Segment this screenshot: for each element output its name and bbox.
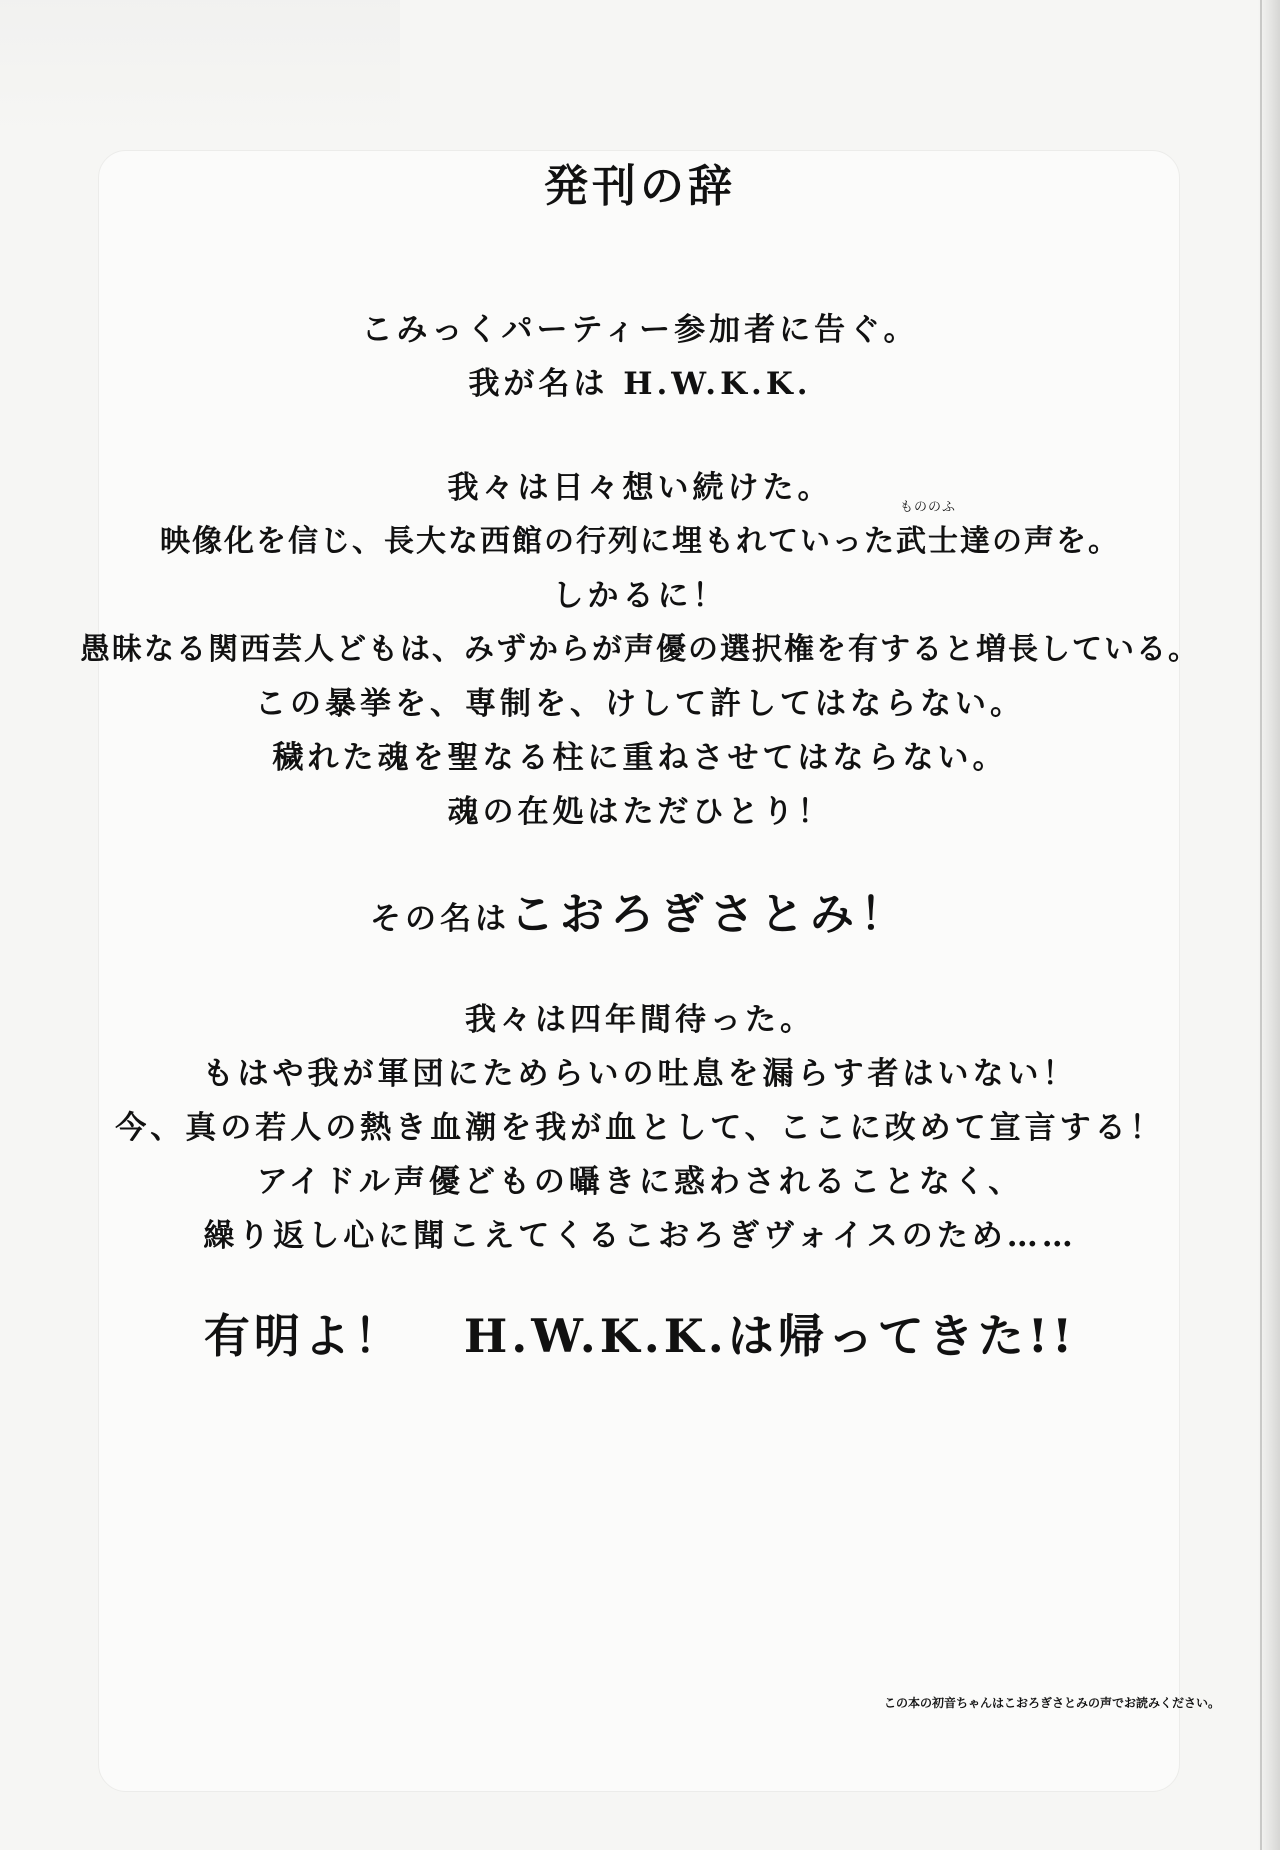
ruby-word [896, 500, 960, 560]
para2-line-5: 繰り返し心に聞こえてくるこおろぎヴォイスのため…… [203, 1218, 1077, 1254]
finale-part-2: H.W.K.K.は帰ってきた!! [463, 1309, 1077, 1363]
footnote: この本の初音ちゃんはこおろぎさとみの声でお読みください。 [883, 1696, 1220, 1710]
para2-line-1: 我々は四年間待った。 [465, 1002, 815, 1038]
ruby-base: 武士 [896, 524, 960, 559]
para2-line-3: 今、真の若人の熱き血潮を我が血として、ここに改めて宣言する！ [115, 1110, 1165, 1146]
page-title: 発刊の辞 [544, 161, 736, 212]
finale-line [0, 1300, 1280, 1366]
para1-line-5: この暴挙を、専制を、けして許してはならない。 [255, 686, 1025, 722]
name-declaration [0, 878, 1280, 942]
name-prefix: その名は [370, 901, 510, 937]
intro-line-1: こみっくパーティー参加者に告ぐ。 [361, 312, 919, 348]
para2-line-4: アイドル声優どもの囁きに惑わされることなく、 [256, 1164, 1024, 1200]
finale-part-1: 有明よ！ [203, 1309, 404, 1363]
para1-line-6: 穢れた魂を聖なる柱に重ねさせてはならない。 [272, 740, 1008, 776]
para1-line-2 [0, 500, 1280, 560]
para1-line-1: 我々は日々想い続けた。 [447, 470, 833, 506]
para1-line-2-before: 映像化を信じ、長大な西館の行列に埋もれていった [160, 524, 896, 559]
para1-line-2-after: 達の声を。 [960, 524, 1120, 559]
para1-line-3: しかるに！ [552, 578, 728, 614]
para2-line-2: もはや我が軍団にためらいの吐息を漏らす者はいない！ [202, 1056, 1078, 1092]
name-highlight: こおろぎさとみ！ [510, 889, 910, 940]
intro-line-2: 我が名は H.W.K.K. [468, 366, 812, 402]
para1-line-7: 魂の在処はただひとり！ [447, 794, 833, 830]
para1-line-4: 愚昧なる関西芸人どもは、みずからが声優の選択権を有すると増長している。 [80, 632, 1200, 667]
ruby-reading: もののふ [899, 500, 957, 515]
